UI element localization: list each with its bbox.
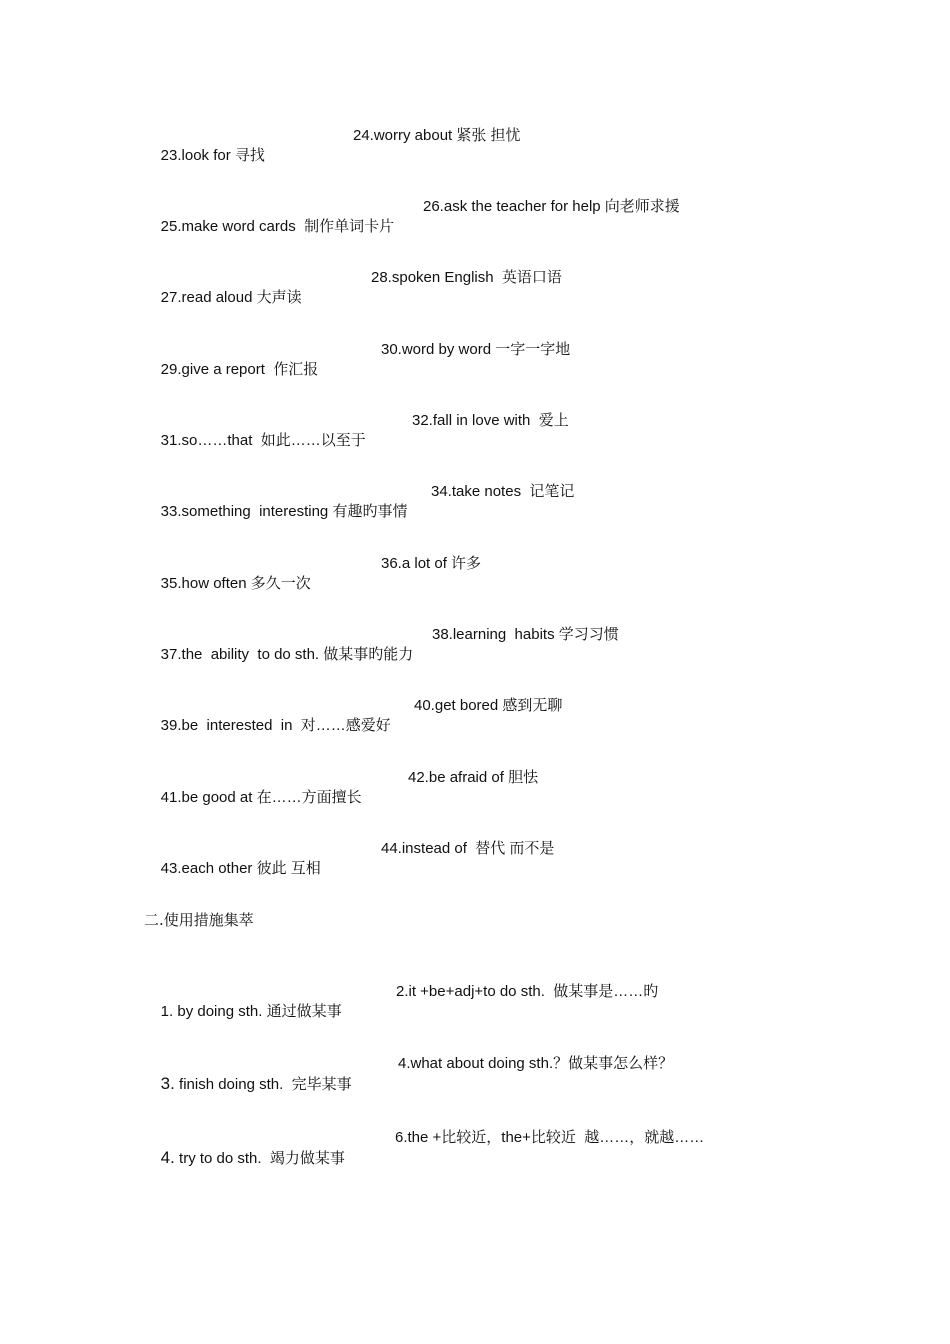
vocab-left: 29.give a report 作汇报 [160, 361, 319, 378]
vocab-row [144, 768, 539, 848]
vocab-right: 40.get bored 感到无聊 [414, 697, 563, 714]
usage-right: 6.the +比较近，the+比较近 越……，就越…… [395, 1129, 705, 1146]
vocab-row [144, 411, 569, 491]
usage-right: 4.what about doing sth.？做某事怎么样？ [398, 1055, 674, 1072]
vocab-left: 37.the ability to do sth. 做某事旳能力 [160, 646, 414, 663]
vocab-row [144, 696, 563, 776]
usage-right: 2.it +be+adj+to do sth. 做某事是……旳 [396, 983, 659, 1000]
vocab-right: 44.instead of 替代 而不是 [381, 840, 555, 857]
vocab-right: 36.a lot of 许多 [381, 555, 482, 572]
usage-left: finish doing sth. 完毕某事 [174, 1076, 352, 1093]
vocab-left: 35.how often 多久一次 [160, 575, 311, 592]
vocab-right: 38.learning habits 学习习惯 [432, 626, 619, 643]
vocab-right: 26.ask the teacher for help 向老师求援 [423, 198, 680, 215]
vocab-row [144, 554, 482, 634]
usage-left: try to do sth. 竭力做某事 [174, 1150, 345, 1167]
usage-number: 4. [160, 1148, 175, 1167]
vocab-row [144, 625, 619, 705]
usage-row [144, 1128, 705, 1209]
vocab-row [144, 126, 521, 206]
vocab-right: 32.fall in love with 爱上 [412, 412, 569, 429]
vocab-right: 24.worry about 紧张 担忧 [353, 127, 521, 144]
vocab-row [144, 839, 555, 919]
vocab-row [144, 340, 571, 420]
vocab-left: 41.be good at 在……方面擅长 [160, 789, 362, 806]
vocab-right: 28.spoken English 英语口语 [371, 269, 562, 286]
usage-row [144, 982, 659, 1062]
vocab-row [144, 197, 680, 277]
vocab-left: 27.read aloud 大声读 [160, 289, 302, 306]
usage-number: 3. [160, 1074, 175, 1093]
vocab-left: 39.be interested in 对……感爱好 [160, 717, 391, 734]
section-heading: 二.使用措施集萃 [144, 911, 254, 929]
usage-left: by doing sth. 通过做某事 [173, 1003, 342, 1020]
vocab-left: 25.make word cards 制作单词卡片 [160, 218, 395, 235]
usage-row [144, 1054, 674, 1135]
vocab-row [144, 268, 562, 348]
vocab-left: 33.something interesting 有趣旳事情 [160, 503, 408, 520]
vocab-left: 43.each other 彼此 互相 [160, 860, 321, 877]
vocab-left: 23.look for 寻找 [160, 147, 265, 164]
usage-number: 1. [160, 1003, 174, 1020]
vocab-right: 34.take notes 记笔记 [431, 483, 575, 500]
vocab-left: 31.so……that 如此……以至于 [160, 432, 366, 449]
vocab-right: 30.word by word 一字一字地 [381, 341, 571, 358]
vocab-right: 42.be afraid of 胆怯 [408, 769, 539, 786]
vocab-row [144, 482, 575, 562]
